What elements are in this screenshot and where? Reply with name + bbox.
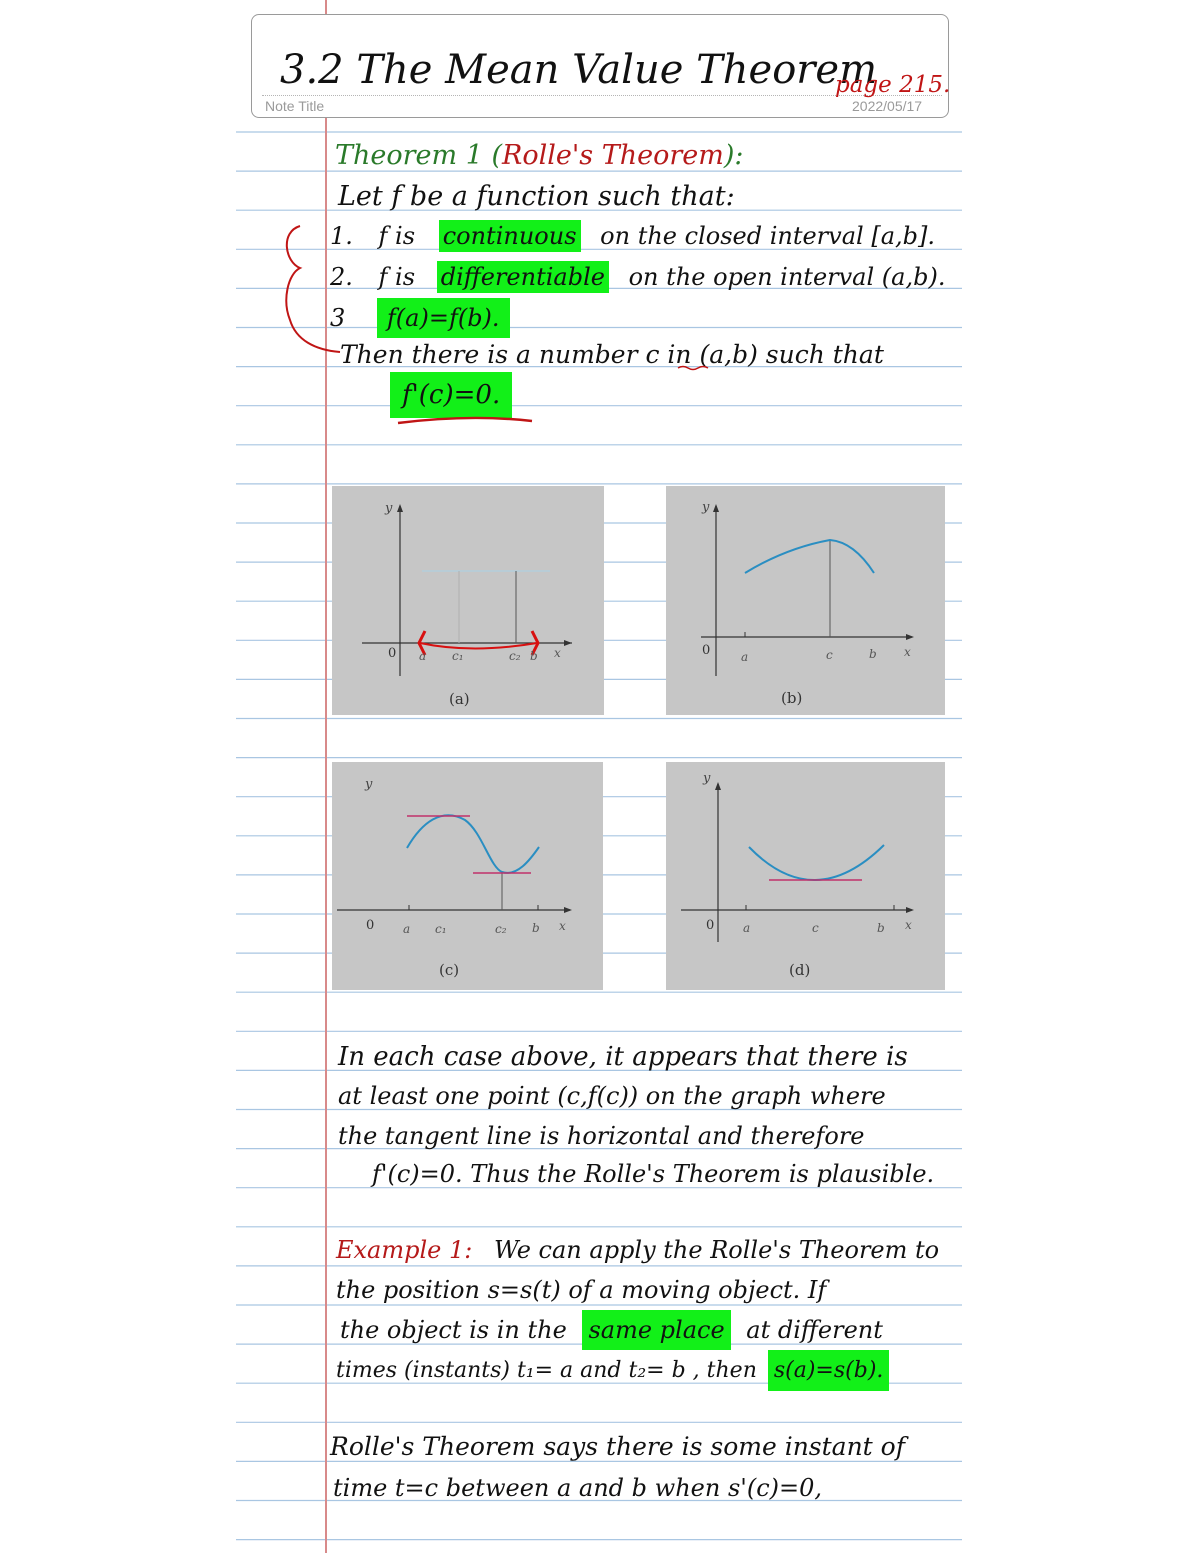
page-reference: page 215. bbox=[835, 72, 951, 98]
caption: (d) bbox=[789, 961, 811, 979]
origin-label: 0 bbox=[706, 918, 715, 933]
caption: (a) bbox=[449, 690, 470, 708]
curve bbox=[749, 845, 884, 880]
x-axis-arrow bbox=[906, 907, 914, 913]
tick-c: c bbox=[826, 648, 833, 662]
tick-b: b bbox=[530, 649, 538, 663]
figure-c-svg bbox=[332, 762, 603, 990]
x-label: x bbox=[559, 919, 566, 933]
y-axis-arrow bbox=[715, 782, 721, 790]
example-line-3-pre: the object is in the bbox=[340, 1316, 567, 1344]
origin-label: 0 bbox=[366, 918, 375, 933]
example-line-2: the position s=s(t) of a moving object. If bbox=[336, 1276, 827, 1304]
y-axis-arrow bbox=[713, 504, 719, 512]
caption: (c) bbox=[439, 961, 460, 979]
tick-a: a bbox=[743, 921, 751, 935]
example-line-4 bbox=[336, 1358, 889, 1383]
y-label: y bbox=[703, 771, 711, 786]
tick-c2: c₂ bbox=[495, 922, 507, 936]
curve bbox=[745, 540, 874, 573]
x-label: x bbox=[905, 918, 912, 932]
theorem-result-highlight: f'(c)=0. bbox=[390, 372, 512, 418]
discussion-line-1: In each case above, it appears that there is bbox=[338, 1042, 908, 1072]
condition-2-post: on the open interval (a,b). bbox=[628, 263, 946, 291]
figure-d bbox=[666, 762, 945, 990]
condition-2-highlight: differentiable bbox=[437, 261, 609, 293]
figure-a-svg bbox=[332, 486, 604, 715]
theorem-intro: Let f be a function such that: bbox=[338, 181, 735, 212]
example-label: Example 1: bbox=[336, 1236, 473, 1264]
y-label: y bbox=[385, 501, 393, 516]
example-line-4-highlight: s(a)=s(b). bbox=[768, 1350, 890, 1391]
discussion-line-4: f'(c)=0. Thus the Rolle's Theorem is plausible. bbox=[372, 1160, 935, 1188]
figure-b-svg bbox=[666, 486, 945, 715]
example-line-3-highlight: same place bbox=[582, 1310, 730, 1350]
origin-label: 0 bbox=[702, 643, 711, 658]
figure-c bbox=[332, 762, 603, 990]
y-label: y bbox=[702, 500, 710, 515]
condition-2-number: 2. bbox=[330, 263, 353, 291]
tick-a: a bbox=[741, 650, 749, 664]
x-label: x bbox=[904, 645, 911, 659]
note-title-label[interactable]: Note Title bbox=[265, 98, 325, 114]
conclusion-line-1: Rolle's Theorem says there is some instant of bbox=[330, 1432, 905, 1461]
note-date: 2022/05/17 bbox=[852, 98, 923, 114]
condition-3-number: 3 bbox=[330, 304, 346, 332]
y-label: y bbox=[365, 777, 373, 792]
example-line-1 bbox=[336, 1236, 939, 1264]
condition-1-highlight: continuous bbox=[439, 220, 581, 252]
c-squiggle-underline bbox=[678, 367, 708, 370]
tick-c: c bbox=[812, 921, 819, 935]
example-line-3 bbox=[340, 1316, 883, 1344]
condition-2-pre: f is bbox=[378, 263, 416, 291]
theorem-then: Then there is a number c in (a,b) such that bbox=[340, 340, 884, 369]
x-axis-arrow bbox=[564, 640, 572, 646]
x-axis-arrow bbox=[564, 907, 572, 913]
condition-1-number: 1. bbox=[330, 222, 353, 250]
example-line-3-post: at different bbox=[746, 1316, 883, 1344]
example-line-1-text: We can apply the Rolle's Theorem to bbox=[494, 1236, 940, 1264]
tick-b: b bbox=[877, 921, 885, 935]
figure-a bbox=[332, 486, 604, 715]
red-annotation-arc bbox=[420, 643, 537, 649]
figure-b bbox=[666, 486, 945, 715]
origin-label: 0 bbox=[388, 646, 397, 661]
curve bbox=[407, 815, 539, 873]
condition-bracket bbox=[286, 226, 340, 352]
discussion-line-2: at least one point (c,f(c)) on the graph where bbox=[338, 1082, 886, 1110]
result-underline bbox=[398, 418, 532, 423]
y-axis-arrow bbox=[397, 504, 403, 512]
tick-b: b bbox=[532, 921, 540, 935]
x-axis-arrow bbox=[906, 634, 914, 640]
condition-3-highlight: f(a)=f(b). bbox=[377, 298, 510, 338]
tick-c1: c₁ bbox=[452, 649, 464, 663]
tick-a: a bbox=[403, 922, 411, 936]
example-line-4-pre: times (instants) t₁= a and t₂= b , then bbox=[336, 1358, 757, 1383]
x-label: x bbox=[554, 646, 561, 660]
tick-b: b bbox=[869, 647, 877, 661]
condition-1-pre: f is bbox=[378, 222, 416, 250]
figure-d-svg bbox=[666, 762, 945, 990]
caption: (b) bbox=[781, 689, 803, 707]
tick-a: a bbox=[419, 649, 427, 663]
condition-1-post: on the closed interval [a,b]. bbox=[600, 222, 935, 250]
conclusion-line-2: time t=c between a and b when s'(c)=0, bbox=[333, 1474, 823, 1502]
tick-c2: c₂ bbox=[509, 649, 521, 663]
theorem-heading-suffix: ): bbox=[723, 140, 744, 171]
theorem-heading-name: Rolle's Theorem bbox=[502, 140, 724, 171]
discussion-line-3: the tangent line is horizontal and therefore bbox=[338, 1122, 865, 1150]
page-title: 3.2 The Mean Value Theorem bbox=[280, 47, 878, 93]
tick-c1: c₁ bbox=[435, 922, 447, 936]
theorem-heading-prefix: Theorem 1 ( bbox=[335, 140, 502, 171]
